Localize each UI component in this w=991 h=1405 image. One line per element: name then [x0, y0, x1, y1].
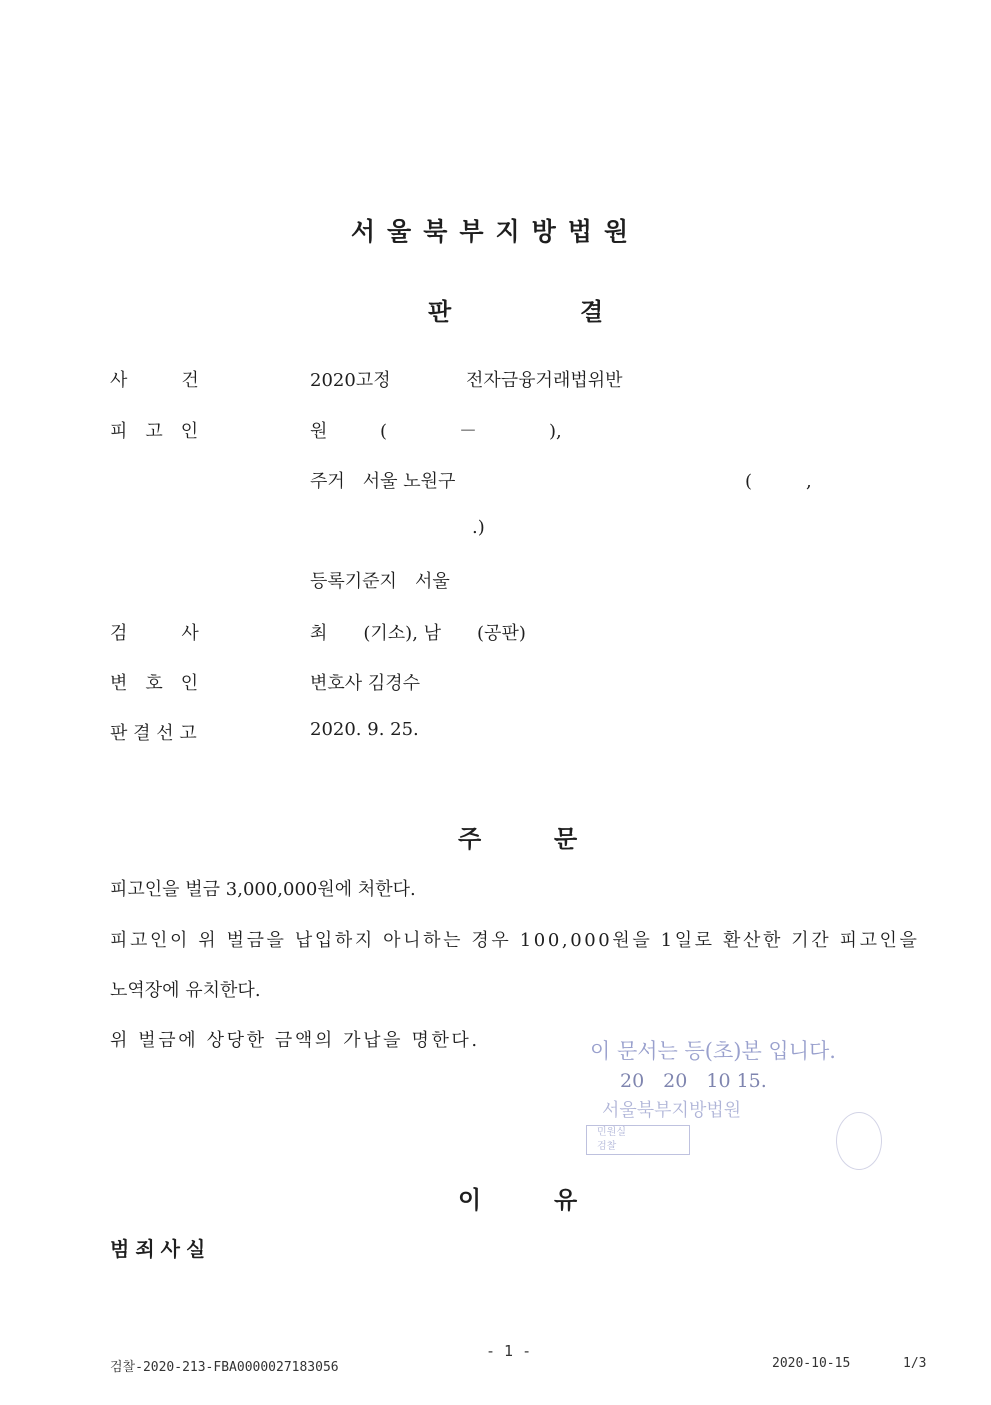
- field-value-residence-cont: .): [472, 517, 485, 538]
- footer-date: 2020-10-15: [772, 1356, 851, 1371]
- field-label-defendant: 피 고 인: [110, 421, 199, 442]
- field-label-sentence-date: 판 결 선 고: [110, 723, 197, 744]
- field-value-defendant-id: ( － ),: [380, 421, 562, 442]
- field-value-case-name: 전자금융거래법위반: [466, 370, 623, 391]
- field-value-prosecutor: 최 (기소), 남 (공판): [310, 623, 526, 644]
- footer-page-marker: - 1 -: [486, 1342, 532, 1360]
- document-title-right: 결: [580, 298, 604, 326]
- stamp-court-name: 서울북부지방법원: [602, 1100, 742, 1121]
- reason-heading-right: 유: [554, 1186, 578, 1214]
- field-label-prosecutor: 검 사: [110, 623, 199, 644]
- stamp-box-line: 민원실: [597, 1127, 626, 1138]
- stamp-certified-copy-text: 이 문서는 등(초)본 입니다.: [590, 1039, 836, 1063]
- field-value-defense-counsel: 변호사 김경수: [310, 673, 421, 694]
- order-line: 위 벌금에 상당한 금액의 가납을 명한다.: [110, 1030, 480, 1051]
- order-line: 피고인이 위 벌금을 납입하지 아니하는 경우 100,000원을 1일로 환산한 기간 피고인을: [110, 930, 920, 951]
- field-label-defense-counsel: 변 호 인: [110, 673, 199, 694]
- field-value-residence: 주거 서울 노원구: [310, 471, 456, 492]
- order-line: 노역장에 유치한다.: [110, 980, 261, 1001]
- document-title-left: 판: [428, 298, 452, 326]
- seal-icon: [836, 1112, 882, 1170]
- stamp-box: [586, 1125, 690, 1155]
- field-label-case: 사 건: [110, 370, 199, 391]
- field-value-defendant-name: 원: [310, 421, 328, 442]
- section-title-crime-facts: 범죄사실: [110, 1237, 212, 1261]
- field-value-case-number: 2020고정: [310, 370, 391, 391]
- court-name: 서울북부지방법원: [350, 217, 641, 246]
- stamp-date: 20 20 10 15.: [620, 1070, 767, 1092]
- stamp-box-line: 검찰: [597, 1141, 617, 1152]
- footer-doc-id: 검찰-2020-213-FBA0000027183056: [110, 1360, 339, 1375]
- order-heading-left: 주: [458, 825, 482, 853]
- field-value-residence-extra: ( ,: [745, 471, 812, 492]
- field-value-registration: 등록기준지 서울: [310, 571, 450, 592]
- certification-stamp: [580, 1030, 880, 1180]
- order-heading-right: 문: [554, 825, 578, 853]
- field-value-sentence-date: 2020. 9. 25.: [310, 719, 419, 740]
- reason-heading-left: 이: [458, 1186, 482, 1214]
- order-line: 피고인을 벌금 3,000,000원에 처한다.: [110, 879, 416, 900]
- footer-page-number: 1/3: [903, 1356, 927, 1371]
